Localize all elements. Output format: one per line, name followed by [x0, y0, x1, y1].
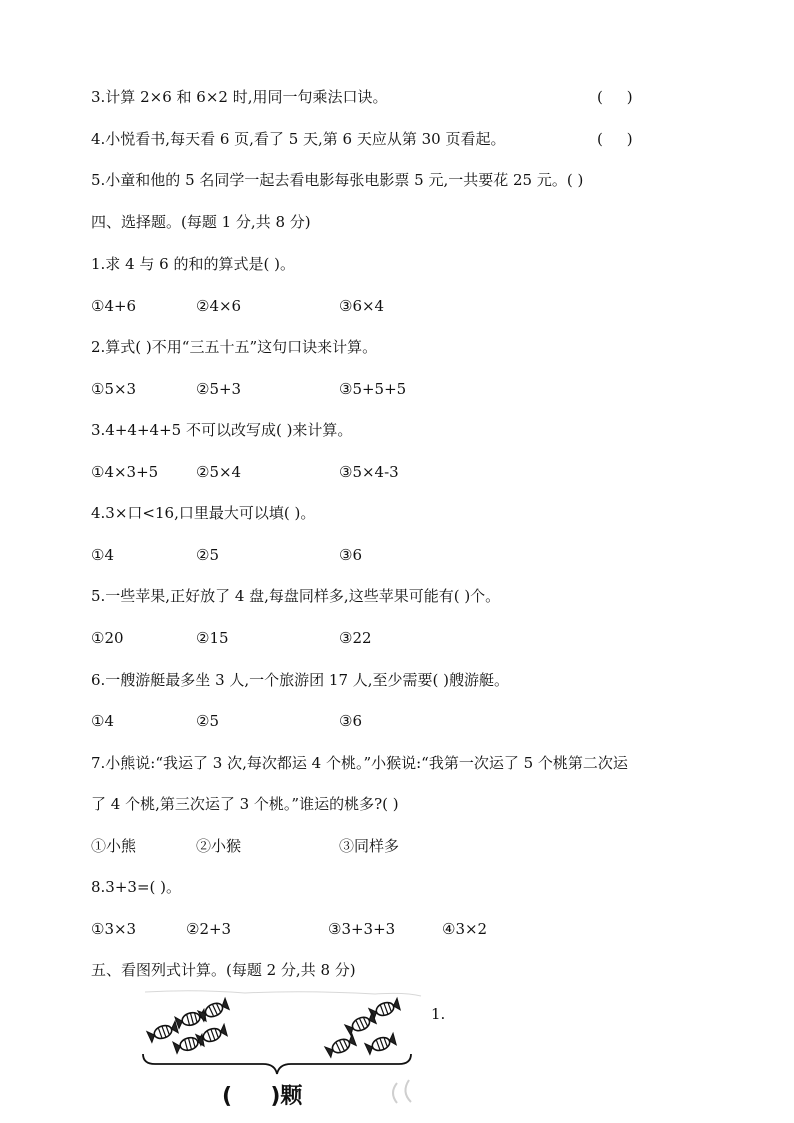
choice-q7-stem-continued: 了 4 个桃,第三次运了 3 个桃。”谁运的桃多?( )	[91, 795, 399, 813]
candy-right-3	[365, 1033, 397, 1055]
choice-q7-option-c[interactable]: ③同样多	[339, 837, 400, 855]
section4-title: 四、选择题。(每题 1 分,共 8 分)	[91, 213, 311, 231]
judge-q5: 5.小童和他的 5 名同学一起去看电影每张电影票 5 元,一共要花 25 元。( )	[91, 171, 584, 189]
choice-q1-option-c[interactable]: ③6×4	[339, 297, 385, 315]
judge-q4-answer-paren[interactable]: ( )	[597, 130, 633, 148]
choice-q5-stem: 5.一些苹果,正好放了 4 盘,每盘同样多,这些苹果可能有( )个。	[91, 587, 501, 605]
choice-q3-option-b[interactable]: ②5×4	[196, 463, 242, 481]
choice-q2-option-a[interactable]: ①5×3	[91, 380, 137, 398]
candy-right-4	[325, 1034, 357, 1058]
choice-q3-option-c[interactable]: ③5×4-3	[339, 463, 399, 481]
choice-q8-stem: 8.3+3=( )。	[91, 878, 182, 896]
choice-q5-option-c[interactable]: ③22	[339, 629, 372, 647]
choice-q3-option-a[interactable]: ①4×3+5	[91, 463, 159, 481]
candy-answer-blank[interactable]: ( )颗	[222, 1084, 303, 1109]
candy-right-2	[345, 1012, 377, 1036]
choice-q4-option-a[interactable]: ①4	[91, 546, 114, 564]
judge-q3-answer-paren[interactable]: ( )	[597, 88, 633, 106]
choice-q1-stem: 1.求 4 与 6 的和的算式是( )。	[91, 255, 295, 273]
choice-q2-option-c[interactable]: ③5+5+5	[339, 380, 407, 398]
choice-q7-option-b[interactable]: ②小猴	[196, 837, 242, 855]
choice-q8-option-a[interactable]: ①3×3	[91, 920, 137, 938]
choice-q4-option-b[interactable]: ②5	[196, 546, 219, 564]
choice-q7-stem: 7.小熊说:“我运了 3 次,每次都运 4 个桃。”小猴说:“我第一次运了 5 个桃第二次运	[91, 754, 628, 772]
judge-q3: 3.计算 2×6 和 6×2 时,用同一句乘法口诀。	[91, 88, 388, 106]
choice-q8-option-b[interactable]: ②2+3	[186, 920, 232, 938]
judge-q4: 4.小悦看书,每天看 6 页,看了 5 天,第 6 天应从第 30 页看起。	[91, 130, 506, 148]
choice-q4-stem: 4.3×口<16,口里最大可以填( )。	[91, 504, 316, 522]
choice-q8-option-d[interactable]: ④3×2	[442, 920, 488, 938]
choice-q6-option-b[interactable]: ②5	[196, 712, 219, 730]
figure-number: 1.	[431, 1005, 446, 1023]
candy-left-1	[147, 1021, 179, 1043]
choice-q7-option-a[interactable]: ①小熊	[91, 837, 137, 855]
candy-left-5	[173, 1034, 205, 1053]
choice-q4-option-c[interactable]: ③6	[339, 546, 362, 564]
choice-q6-option-a[interactable]: ①4	[91, 712, 114, 730]
choice-q2-stem: 2.算式( )不用“三五十五”这句口诀来计算。	[91, 338, 378, 356]
section5-title: 五、看图列式计算。(每题 2 分,共 8 分)	[91, 961, 356, 979]
candy-left-3	[198, 998, 230, 1022]
choice-q2-option-b[interactable]: ②5+3	[196, 380, 242, 398]
brace	[143, 1054, 411, 1074]
choice-q5-option-b[interactable]: ②15	[196, 629, 229, 647]
choice-q3-stem: 3.4+4+4+5 不可以改写成( )来计算。	[91, 421, 353, 439]
choice-q5-option-a[interactable]: ①20	[91, 629, 124, 647]
choice-q1-option-a[interactable]: ①4+6	[91, 297, 137, 315]
choice-q1-option-b[interactable]: ②4×6	[196, 297, 242, 315]
choice-q6-option-c[interactable]: ③6	[339, 712, 362, 730]
choice-q6-stem: 6.一艘游艇最多坐 3 人,一个旅游团 17 人,至少需要( )艘游艇。	[91, 671, 510, 689]
choice-q8-option-c[interactable]: ③3+3+3	[328, 920, 396, 938]
